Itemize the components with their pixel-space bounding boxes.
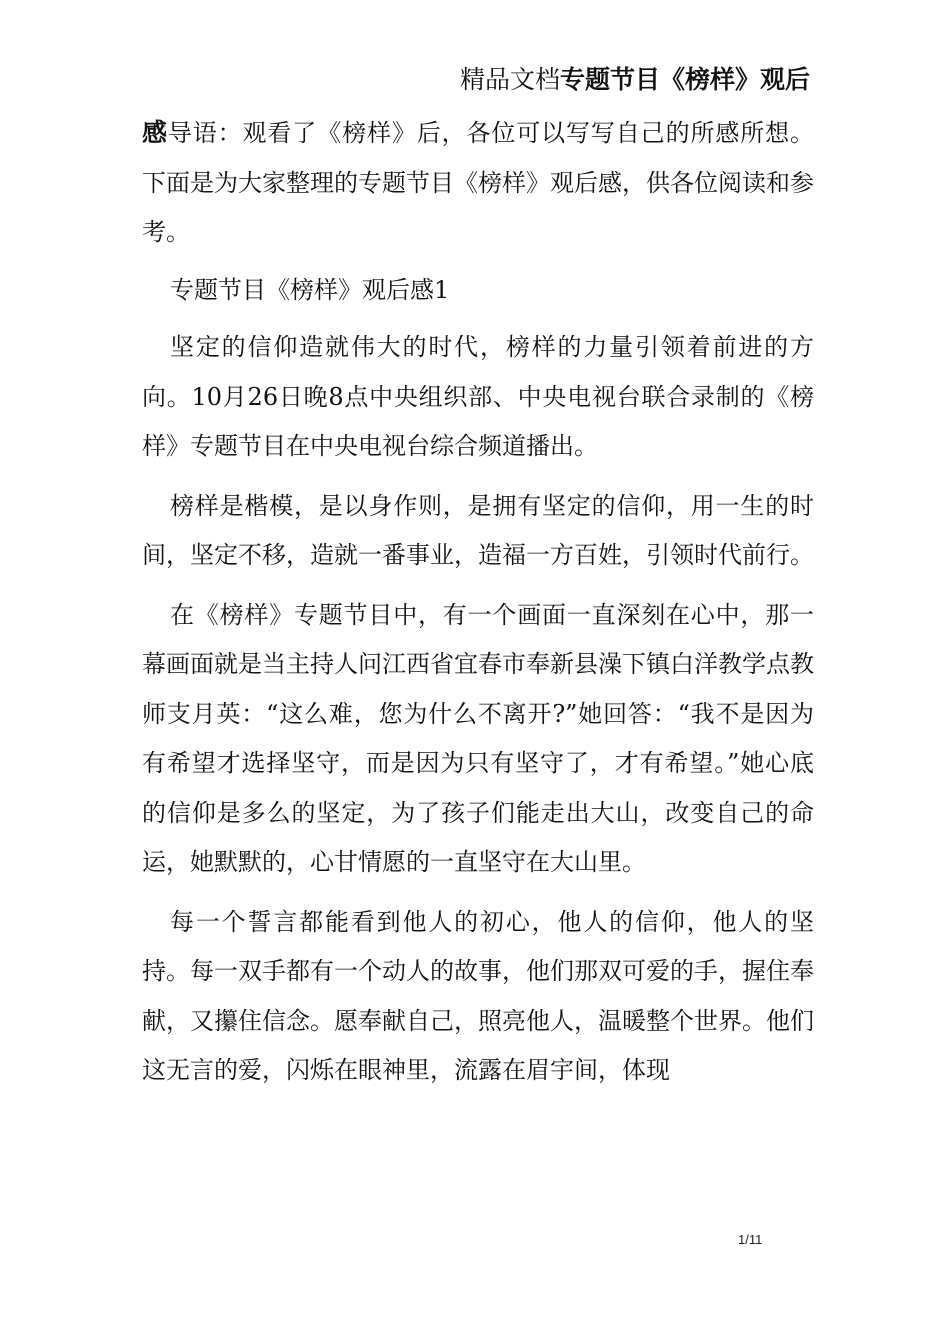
section-heading: 专题节目《榜样》观后感1 bbox=[170, 275, 450, 304]
document-title-continuation: 感 bbox=[142, 118, 168, 147]
body-paragraph-3: 在《榜样》专题节目中，有一个画面一直深刻在心中，那一幕画面就是当主持人问江西省宜春市奉新县澡下镇白洋教学点教师支月英：“这么难，您为什么不离开?”她回答：“我不是因为有希望才选择坚守，而是因为只有坚守了，才有希望。”她心底的信仰是多么的坚定，为了孩子们能走出大山，改变自己的命运，她默默的，心甘情愿的一直坚守在大山里。 bbox=[142, 600, 814, 876]
intro-paragraph bbox=[142, 108, 814, 258]
intro-text: 导语：观看了《榜样》后，各位可以写写自己的所感所想。下面是为大家整理的专题节目《榜样》观后感，供各位阅读和参考。 bbox=[142, 119, 814, 246]
body-paragraph-1: 坚定的信仰造就伟大的时代，榜样的力量引领着前进的方向。10月26日晚8点中央组织部、中央电视台联合录制的《榜样》专题节目在中央电视台综合频道播出。 bbox=[142, 333, 814, 460]
body-paragraph-4: 每一个誓言都能看到他人的初心，他人的信仰，他人的坚持。每一双手都有一个动人的故事，他们那双可爱的手，握住奉献，又攥住信念。愿奉献自己，照亮他人，温暖整个世界。他们这无言的爱，闪烁在眼神里，流露在眉宇间，体现 bbox=[142, 907, 814, 1084]
document-body bbox=[142, 108, 814, 1096]
body-paragraph-2: 榜样是楷模，是以身作则，是拥有坚定的信仰，用一生的时间，坚定不移，造就一番事业，造福一方百姓，引领时代前行。 bbox=[142, 491, 814, 569]
page-header bbox=[460, 60, 810, 100]
page-number: 1/11 bbox=[738, 1232, 763, 1247]
header-prefix: 精品文档 bbox=[459, 65, 560, 94]
document-title: 专题节目《榜样》观后 bbox=[559, 65, 810, 94]
